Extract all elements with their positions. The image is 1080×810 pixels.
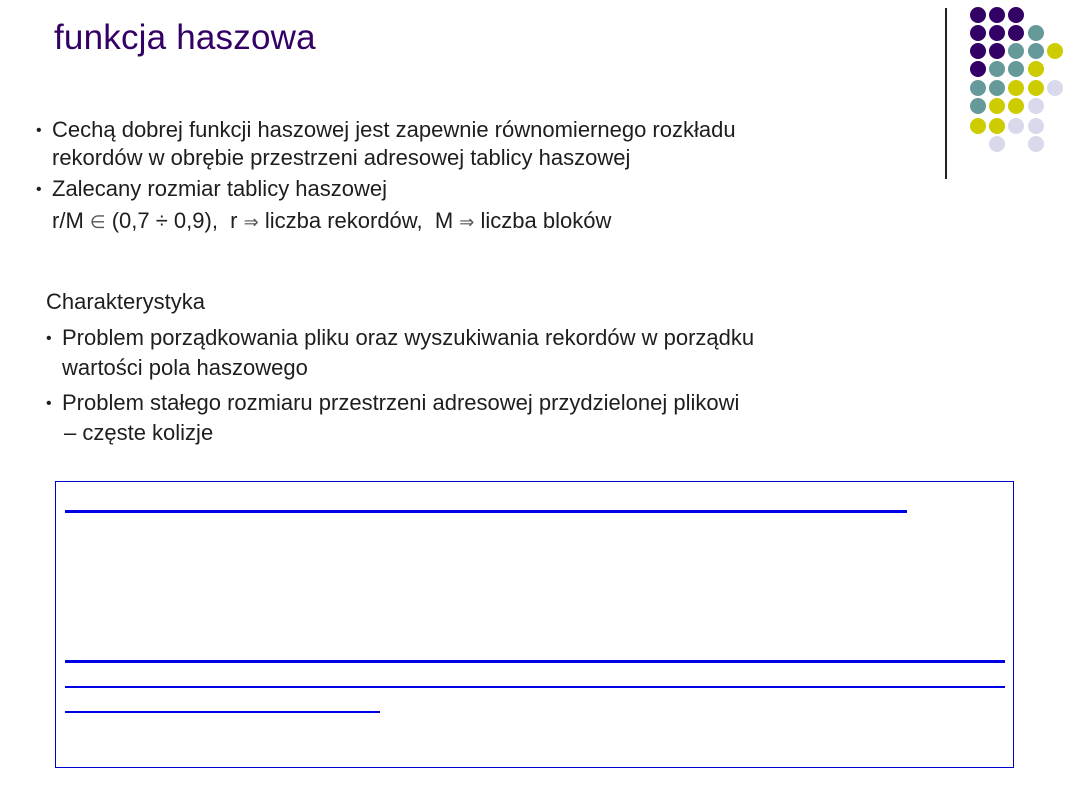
vertical-divider: [945, 8, 947, 179]
answer-box: [55, 481, 1014, 768]
dot-yellow-icon: [1028, 80, 1044, 96]
dot-teal-icon: [970, 98, 986, 114]
formula-range: (0,7 ÷ 0,9),: [111, 208, 218, 233]
answer-line-2: [65, 660, 1005, 663]
bullet-item-1-line-1: • Cechą dobrej funkcji haszowej jest zapewnie równomiernego rozkładu: [36, 117, 736, 142]
m-variable: M: [434, 208, 454, 233]
answer-line-1: [65, 510, 907, 513]
answer-line-4: [65, 711, 380, 713]
dot-yellow-icon: [1047, 43, 1063, 59]
dot-lavender-icon: [1047, 80, 1063, 96]
dot-lavender-icon: [1028, 98, 1044, 114]
implies-arrow-icon: ⇒: [459, 212, 475, 232]
dot-teal-icon: [970, 80, 986, 96]
dot-lavender-icon: [989, 136, 1005, 152]
section-heading: Charakterystyka: [46, 289, 205, 314]
r-variable: r: [230, 208, 238, 233]
dot-purple-icon: [970, 7, 986, 23]
dot-purple-icon: [970, 61, 986, 77]
dot-teal-icon: [1008, 61, 1024, 77]
bullet-item-3-line-2: wartości pola haszowego: [62, 355, 308, 380]
bullet-item-2-line-1: • Zalecany rozmiar tablicy haszowej: [36, 176, 388, 201]
implies-arrow-icon: ⇒: [243, 212, 259, 232]
dot-teal-icon: [1028, 43, 1044, 59]
element-of-symbol: ∈: [89, 212, 106, 232]
dot-yellow-icon: [1028, 61, 1044, 77]
bullet-item-1-line-2: rekordów w obrębie przestrzeni adresowej tablicy haszowej: [52, 145, 631, 170]
answer-line-3: [65, 686, 1005, 688]
dot-purple-icon: [989, 43, 1005, 59]
r-description: liczba rekordów,: [264, 208, 423, 233]
dot-yellow-icon: [989, 118, 1005, 134]
dot-yellow-icon: [1008, 80, 1024, 96]
dot-lavender-icon: [1028, 136, 1044, 152]
dot-purple-icon: [1008, 25, 1024, 41]
dot-teal-icon: [989, 80, 1005, 96]
dot-purple-icon: [970, 43, 986, 59]
bullet-icon: •: [46, 395, 52, 412]
m-description: liczba bloków: [480, 208, 612, 233]
dot-purple-icon: [989, 25, 1005, 41]
dot-teal-icon: [1008, 43, 1024, 59]
bullet-icon: •: [36, 181, 42, 198]
bullet-icon: •: [46, 330, 52, 347]
dot-purple-icon: [970, 25, 986, 41]
dot-yellow-icon: [1008, 98, 1024, 114]
bullet-item-4-line-1: • Problem stałego rozmiaru przestrzeni adresowej przydzielonej plikowi: [46, 390, 740, 415]
dot-purple-icon: [1008, 7, 1024, 23]
dot-teal-icon: [989, 61, 1005, 77]
dot-lavender-icon: [1008, 118, 1024, 134]
bullet-item-4-line-2: – częste kolizje: [64, 420, 214, 445]
dot-yellow-icon: [989, 98, 1005, 114]
dot-lavender-icon: [1028, 118, 1044, 134]
bullet-icon: •: [36, 122, 42, 139]
dot-purple-icon: [989, 7, 1005, 23]
slide-title: funkcja haszowa: [54, 18, 316, 57]
bullet-item-3-line-1: • Problem porządkowania pliku oraz wyszukiwania rekordów w porządku: [46, 325, 755, 350]
formula-line: [52, 208, 611, 235]
dot-yellow-icon: [970, 118, 986, 134]
formula-lhs: r/M: [52, 208, 84, 233]
dot-teal-icon: [1028, 25, 1044, 41]
